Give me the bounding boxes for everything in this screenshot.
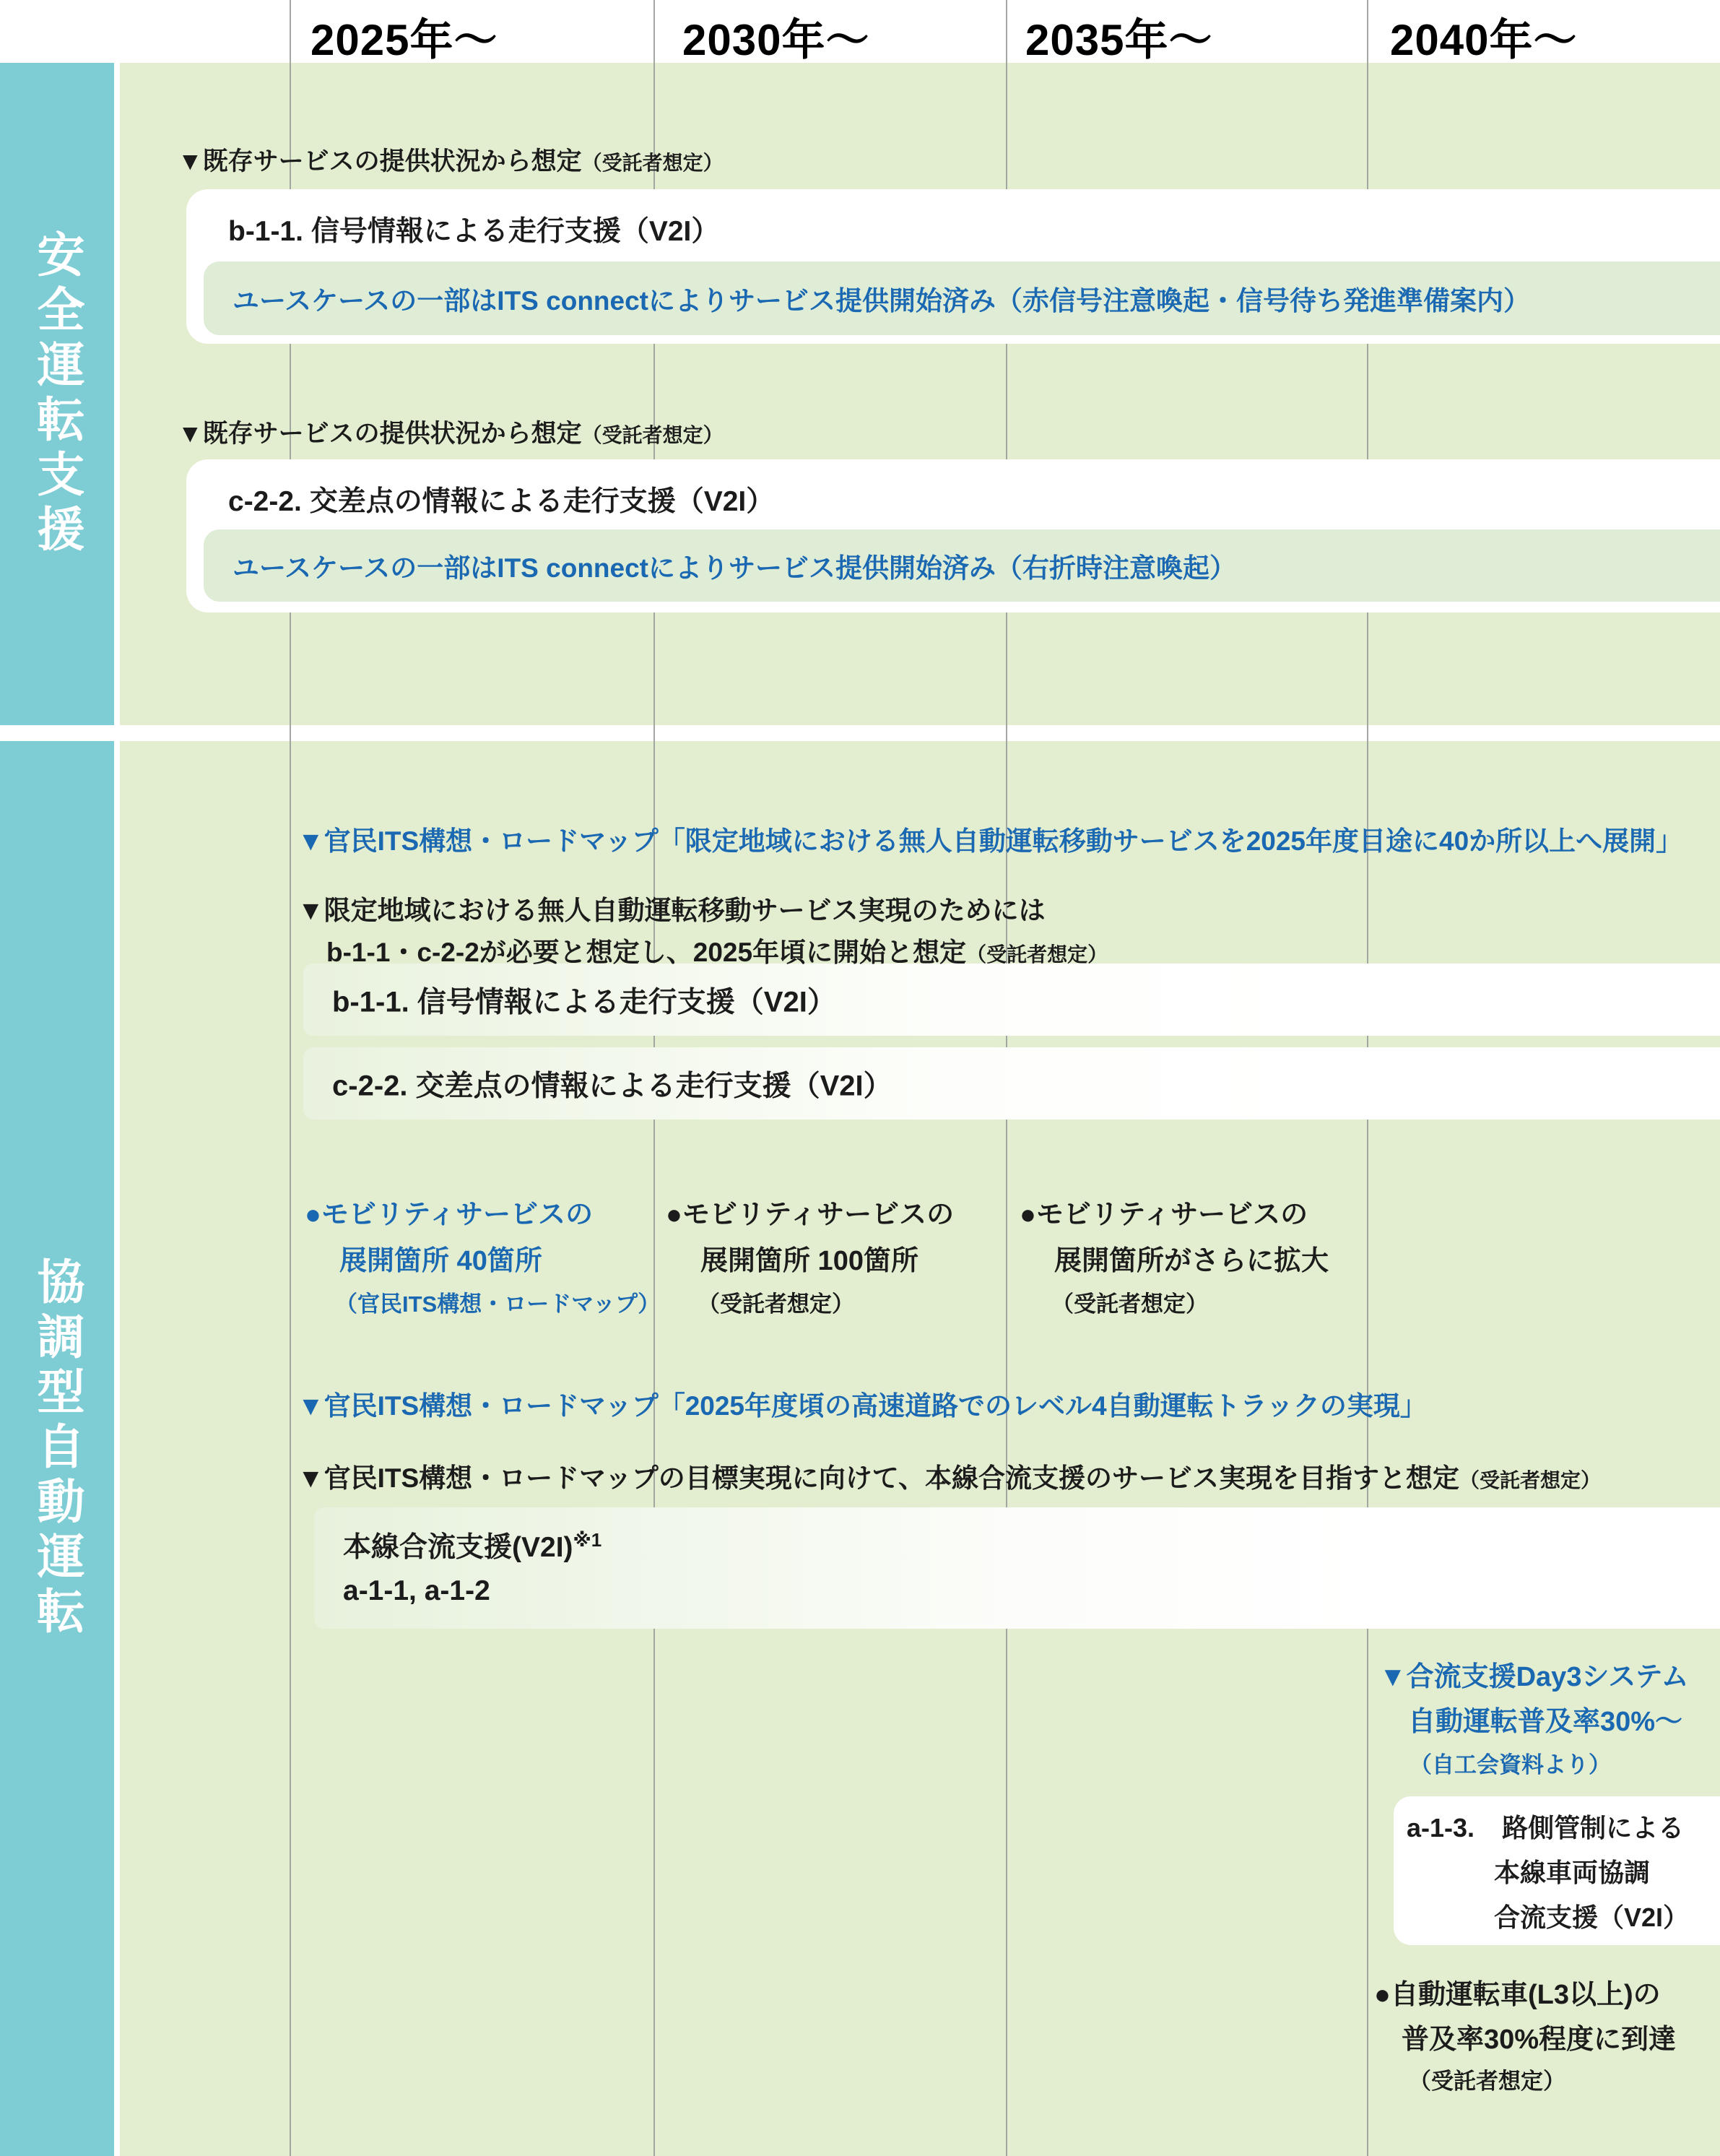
s2-bar-merging-support	[314, 1507, 1720, 1629]
s1-row2-marker	[178, 414, 724, 450]
s1-row2-status-text: ユースケースの一部はITS connectによりサービス提供開始済み（右折時注意喚起）	[233, 553, 1236, 583]
penetration-line2: 普及率30%程度に到達	[1402, 2025, 1677, 2055]
milestone-2035-line2: 展開箇所がさらに拡大	[1054, 1246, 1329, 1276]
s2-assumption1-note: （受託者想定）	[966, 943, 1108, 966]
s2-assumption1-line2	[326, 930, 1108, 969]
merging-support-title-text: 本線合流支援(V2I)	[343, 1532, 573, 1563]
sidebar-label-cooperative: 協調型自動運転	[30, 1256, 84, 1641]
s1-row2-status-box	[204, 529, 1720, 602]
a13-row1-text: 路側管制による	[1502, 1813, 1685, 1843]
s2-bar-c22-label: c-2-2. 交差点の情報による走行支援（V2I）	[332, 1070, 892, 1102]
a13-row1	[1407, 1808, 1684, 1845]
sidebar-label-safety: 安全運転支援	[30, 229, 84, 559]
day3-note: （自工会資料より）	[1410, 1752, 1611, 1778]
s1-row1-service-box	[186, 189, 1720, 344]
s1-row1-marker-note: （受託者想定）	[581, 152, 724, 174]
merging-support-footnote-ref: ※1	[573, 1529, 602, 1551]
s1-row1-service-title: b-1-1. 信号情報による走行支援（V2I）	[228, 216, 720, 247]
sidebar-section-cooperative	[0, 741, 114, 2156]
s1-row1-marker-text: ▼既存サービスの提供状況から想定	[178, 147, 582, 176]
day3-line1: ▼合流支援Day3システム	[1379, 1662, 1689, 1692]
s2-assumption2-text: ▼官民ITS構想・ロードマップの目標実現に向けて、本線合流支援のサービス実現を目指すと想定	[297, 1463, 1459, 1493]
milestone-2030-line2: 展開箇所 100箇所	[700, 1246, 918, 1276]
a13-service-box	[1394, 1796, 1720, 1945]
milestone-2025-note: （官民ITS構想・ロードマップ）	[335, 1291, 661, 1317]
s1-row2-service-title: c-2-2. 交差点の情報による走行支援（V2I）	[228, 486, 775, 517]
day3-line2: 自動運転普及率30%〜	[1408, 1707, 1683, 1737]
s2-assumption2-note: （受託者想定）	[1459, 1469, 1601, 1492]
a13-row3: 合流支援（V2I）	[1494, 1902, 1690, 1932]
sidebar-section-safety	[0, 63, 114, 725]
year-header-2025: 2025年〜	[310, 16, 498, 64]
merging-support-codes: a-1-1, a-1-2	[343, 1575, 490, 1606]
s2-bar-b11-label: b-1-1. 信号情報による走行支援（V2I）	[332, 986, 836, 1018]
s2-assumption1-line1: ▼限定地域における無人自動運転移動サービス実現のためには	[297, 896, 1046, 925]
milestone-2030-line1: ●モビリティサービスの	[666, 1200, 955, 1230]
milestone-2035-note: （受託者想定）	[1051, 1291, 1208, 1317]
s2-assumption1-line2-text: b-1-1・c-2-2が必要と想定し、2025年頃に開始と想定	[326, 938, 967, 967]
s1-row2-marker-note: （受託者想定）	[581, 424, 724, 446]
s1-row1-status-box	[204, 261, 1720, 335]
s2-goal2: ▼官民ITS構想・ロードマップ「2025年度頃の高速道路でのレベル4自動運転トラックの実現」	[297, 1391, 1427, 1421]
milestone-2025-line2: 展開箇所 40箇所	[339, 1246, 542, 1276]
s2-bar-c22	[303, 1047, 1720, 1120]
year-header-2030: 2030年〜	[682, 16, 870, 64]
s1-row2-marker-text: ▼既存サービスの提供状況から想定	[178, 420, 582, 448]
s1-row2-service-box	[186, 459, 1720, 612]
year-header-2035: 2035年〜	[1025, 16, 1213, 64]
year-header-2040: 2040年〜	[1390, 16, 1578, 64]
milestone-2035-line1: ●モビリティサービスの	[1020, 1200, 1308, 1230]
s1-row1-marker	[178, 142, 724, 178]
a13-label: a-1-3.	[1407, 1813, 1475, 1843]
s2-bar-b11	[303, 964, 1720, 1036]
a13-row2: 本線車両協調	[1494, 1858, 1651, 1887]
merging-support-title	[343, 1525, 601, 1565]
penetration-note: （受託者想定）	[1409, 2069, 1565, 2094]
s2-assumption2	[297, 1456, 1601, 1495]
penetration-line1: ●自動運転車(L3以上)の	[1374, 1980, 1661, 2010]
s1-row1-status-text: ユースケースの一部はITS connectによりサービス提供開始済み（赤信号注意喚起・信号待ち発進準備案内）	[233, 286, 1530, 316]
milestone-2030-note: （受託者想定）	[698, 1291, 854, 1317]
milestone-2025-line1: ●モビリティサービスの	[305, 1200, 594, 1230]
s2-goal1: ▼官民ITS構想・ロードマップ「限定地域における無人自動運転移動サービスを2025年度目途に40か所以上へ展開」	[297, 826, 1683, 856]
